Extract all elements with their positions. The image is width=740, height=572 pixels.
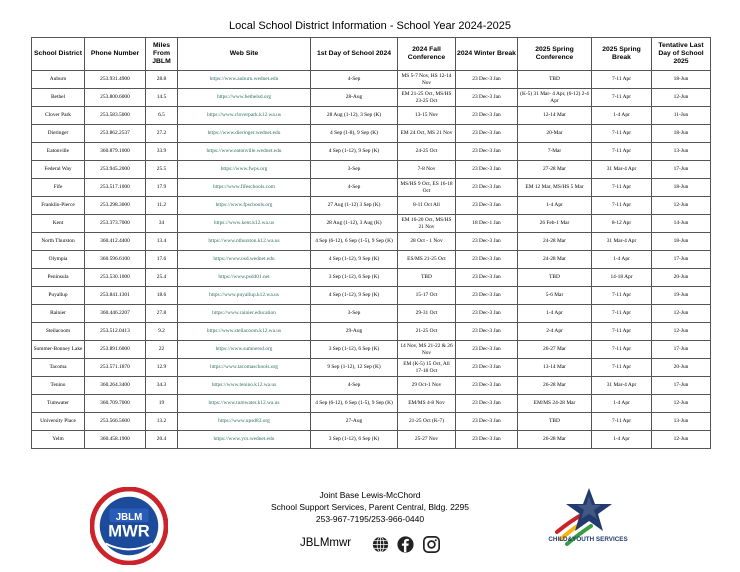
table-cell: 5-6 Mar bbox=[518, 287, 592, 305]
table-cell: 360.446.2207 bbox=[85, 305, 146, 323]
table-cell: Franklin-Pierce bbox=[32, 197, 85, 215]
table-row bbox=[32, 413, 711, 431]
table-cell: 4-Sep bbox=[311, 179, 398, 197]
table-cell: 11-Jun bbox=[652, 107, 711, 125]
table-cell: EM 16-20 Oct, MS/HS 21 Nov bbox=[398, 215, 456, 233]
column-header: Miles From JBLM bbox=[146, 38, 178, 71]
table-cell: 23 Dec-3 Jan bbox=[456, 179, 518, 197]
footer-phone: 253-967-7195/253-966-0440 bbox=[315, 514, 425, 524]
table-row bbox=[32, 215, 711, 233]
table-cell: Tumwater bbox=[32, 395, 85, 413]
table-cell: 253.566.5600 bbox=[85, 413, 146, 431]
table-cell: Steilacoom bbox=[32, 323, 85, 341]
footer-base-name: Joint Base Lewis-McChord bbox=[319, 490, 421, 500]
district-website-link[interactable]: https://www.sumnersd.org bbox=[178, 341, 311, 359]
table-row bbox=[32, 161, 711, 179]
table-row bbox=[32, 179, 711, 197]
table-cell: 360.596.6100 bbox=[85, 251, 146, 269]
district-website-link[interactable]: https://www.cloverpark.k12.wa.us bbox=[178, 107, 311, 125]
table-cell: 28 Aug (1-12), 3 Sep (K) bbox=[311, 107, 398, 125]
table-cell: 8-11 Oct All bbox=[398, 197, 456, 215]
table-row bbox=[32, 359, 711, 377]
table-cell: 253.373.7000 bbox=[85, 215, 146, 233]
social-handle: JBLMmwr bbox=[300, 537, 352, 549]
table-row bbox=[32, 89, 711, 107]
table-cell: Auburn bbox=[32, 71, 85, 89]
logo-jblm-text: JBLM bbox=[115, 512, 143, 524]
table-cell: 23 Dec-3 Jan bbox=[456, 431, 518, 449]
table-cell: 7-11 Apr bbox=[592, 323, 652, 341]
table-cell: 17-Jun bbox=[652, 377, 711, 395]
table-cell: 21-25 Oct (K-7) bbox=[398, 413, 456, 431]
table-cell: 4 Sep (1-12), 9 Sep (K) bbox=[311, 251, 398, 269]
table-cell: 29-31 Oct bbox=[398, 305, 456, 323]
table-cell: 27.8 bbox=[146, 305, 178, 323]
table-cell: 23 Dec-3 Jan bbox=[456, 161, 518, 179]
page-title: Local School District Information - School Year 2024-2025 bbox=[229, 20, 511, 32]
table-cell: 18.6 bbox=[146, 287, 178, 305]
table-cell: 26-27 Mar bbox=[518, 341, 592, 359]
table-cell: 253.862.2537 bbox=[85, 125, 146, 143]
column-header: 1st Day of School 2024 bbox=[311, 38, 398, 71]
table-cell: 23 Dec-3 Jan bbox=[456, 341, 518, 359]
table-cell: 3 Sep (1-12), 6 Sep (K) bbox=[311, 431, 398, 449]
table-cell: 28 Oct - 1 Nov bbox=[398, 233, 456, 251]
table-cell: 23 Dec-3 Jan bbox=[456, 269, 518, 287]
district-website-link[interactable]: https://www.fpschools.org bbox=[178, 197, 311, 215]
table-row bbox=[32, 323, 711, 341]
table-cell: 4 Sep (1-12), 9 Sep (K) bbox=[311, 143, 398, 161]
table-cell: 12-14 Mar bbox=[518, 107, 592, 125]
table-cell: North Thurston bbox=[32, 233, 85, 251]
table-cell: 4-Sep bbox=[311, 377, 398, 395]
table-cell: 14-Jun bbox=[652, 215, 711, 233]
table-cell: 28 Aug (1-12), 3 Aug (K) bbox=[311, 215, 398, 233]
table-cell: 1-4 Apr bbox=[592, 395, 652, 413]
table-cell: 18-Jun bbox=[652, 125, 711, 143]
table-cell: EM (K-5) 15 Oct, All 17-18 Oct bbox=[398, 359, 456, 377]
table-cell: 29 Oct-1 Nov bbox=[398, 377, 456, 395]
table-cell: 7-Mar bbox=[518, 143, 592, 161]
table-cell: 23 Dec-3 Jan bbox=[456, 377, 518, 395]
logo-mwr-text: MWR bbox=[108, 521, 150, 541]
globe-icon[interactable] bbox=[372, 536, 389, 553]
table-cell: 7-11 Apr bbox=[592, 197, 652, 215]
table-cell: 253.945.2000 bbox=[85, 161, 146, 179]
table-cell: 31 Mar-4 Apr bbox=[592, 377, 652, 395]
table-cell: 13.4 bbox=[146, 233, 178, 251]
table-cell: 23 Dec-3 Jan bbox=[456, 125, 518, 143]
column-header: 2024 Winter Break bbox=[456, 38, 518, 71]
table-cell: 360.458.1900 bbox=[85, 431, 146, 449]
table-cell: 23 Dec-3 Jan bbox=[456, 233, 518, 251]
table-cell: 29-Aug bbox=[311, 323, 398, 341]
table-body bbox=[32, 71, 711, 449]
table-cell: Kent bbox=[32, 215, 85, 233]
table-cell: Olympia bbox=[32, 251, 85, 269]
instagram-icon[interactable] bbox=[423, 536, 440, 553]
table-cell: 12-Jun bbox=[652, 395, 711, 413]
table-cell: 253.298.3000 bbox=[85, 197, 146, 215]
table-cell: TBD bbox=[518, 71, 592, 89]
table-header-row bbox=[32, 38, 711, 71]
table-cell: 23 Dec-3 Jan bbox=[456, 107, 518, 125]
table-cell: 25.5 bbox=[146, 161, 178, 179]
table-cell: 253.517.1000 bbox=[85, 179, 146, 197]
table-cell: 2-4 Apr bbox=[518, 323, 592, 341]
table-cell: 18-Jun bbox=[652, 71, 711, 89]
table-cell: 17-Jun bbox=[652, 161, 711, 179]
table-row bbox=[32, 143, 711, 161]
table-cell: 253.800.6000 bbox=[85, 89, 146, 107]
table-cell: MS 5-7 Nov, HS 12-14 Nov bbox=[398, 71, 456, 89]
table-row bbox=[32, 197, 711, 215]
table-cell: 12-Jun bbox=[652, 197, 711, 215]
table-cell: ES/MS 21-25 Oct bbox=[398, 251, 456, 269]
table-cell: 13-15 Nov bbox=[398, 107, 456, 125]
district-website-link[interactable]: https://www.auburn.wednet.edu bbox=[178, 71, 311, 89]
district-website-link[interactable]: https://www.tenino.k12.wa.us bbox=[178, 377, 311, 395]
column-header: 2025 Spring Break bbox=[592, 38, 652, 71]
district-website-link[interactable]: https://www.rainier.education bbox=[178, 305, 311, 323]
table-cell: 253.530.1000 bbox=[85, 269, 146, 287]
table-cell: Puyallup bbox=[32, 287, 85, 305]
table-cell: EM 12 Mar, MS/HS 5 Mar bbox=[518, 179, 592, 197]
table-cell: 1-4 Apr bbox=[592, 107, 652, 125]
table-cell: 34 bbox=[146, 215, 178, 233]
table-cell: TBD bbox=[518, 269, 592, 287]
table-cell: 4 Sep (6-12), 6 Sep (1-5), 9 Sep (K) bbox=[311, 395, 398, 413]
table-row bbox=[32, 377, 711, 395]
social-bar bbox=[300, 535, 445, 555]
table-cell: 7-11 Apr bbox=[592, 287, 652, 305]
table-cell: 3-Sep bbox=[311, 161, 398, 179]
table-cell: 18-Jun bbox=[652, 233, 711, 251]
table-cell: Summer-Bonney Lake bbox=[32, 341, 85, 359]
table-cell: 12-Jun bbox=[652, 323, 711, 341]
table-cell: 1-4 Apr bbox=[518, 305, 592, 323]
table-cell: EM/MS 4-8 Nov bbox=[398, 395, 456, 413]
table-row bbox=[32, 431, 711, 449]
table-cell: 19-Jun bbox=[652, 287, 711, 305]
table-cell: 26 Feb-1 Mar bbox=[518, 215, 592, 233]
table-cell: 7-11 Apr bbox=[592, 305, 652, 323]
table-cell: 15-17 Oct bbox=[398, 287, 456, 305]
table-cell: 22 bbox=[146, 341, 178, 359]
table-cell: 360.709.7000 bbox=[85, 395, 146, 413]
table-cell: 24-25 Oct bbox=[398, 143, 456, 161]
table-cell: 3 Sep (1-12), 6 Sep (K) bbox=[311, 269, 398, 287]
table-cell: Rainier bbox=[32, 305, 85, 323]
table-cell: 360.412.4400 bbox=[85, 233, 146, 251]
district-website-link[interactable]: https://www.steilacoom.k12.wa.us bbox=[178, 323, 311, 341]
table-cell: 253.571.1870 bbox=[85, 359, 146, 377]
table-cell: Tenino bbox=[32, 377, 85, 395]
table-cell: 7-11 Apr bbox=[592, 413, 652, 431]
table-cell: 7-11 Apr bbox=[592, 71, 652, 89]
table-cell: 27 Aug (1-12) 3 Sep (K) bbox=[311, 197, 398, 215]
table-cell: Peninsula bbox=[32, 269, 85, 287]
table-row bbox=[32, 107, 711, 125]
table-cell: 360.879.1000 bbox=[85, 143, 146, 161]
table-cell: 26-28 Mar bbox=[518, 377, 592, 395]
district-website-link[interactable]: https://www.osd.wednet.edu bbox=[178, 251, 311, 269]
table-cell: 13-Jun bbox=[652, 413, 711, 431]
table-cell: 14.5 bbox=[146, 89, 178, 107]
table-cell: University Place bbox=[32, 413, 85, 431]
district-website-link[interactable]: https://www.kent.k12.wa.us bbox=[178, 215, 311, 233]
table-cell: Bethel bbox=[32, 89, 85, 107]
table-cell: 23 Dec-3 Jan bbox=[456, 359, 518, 377]
table-row bbox=[32, 287, 711, 305]
table-cell: 3-Sep bbox=[311, 305, 398, 323]
table-cell: 17-Jun bbox=[652, 251, 711, 269]
table-row bbox=[32, 71, 711, 89]
table-cell: Tacoma bbox=[32, 359, 85, 377]
district-website-link[interactable]: https://www.fifeschools.com bbox=[178, 179, 311, 197]
column-header: School District bbox=[32, 38, 85, 71]
table-cell: 9.2 bbox=[146, 323, 178, 341]
table-cell: 14-18 Apr bbox=[592, 269, 652, 287]
table-cell: 12-Jun bbox=[652, 431, 711, 449]
table-cell: 17-Jun bbox=[652, 341, 711, 359]
table-cell: 21-25 Oct bbox=[398, 323, 456, 341]
table-cell: 23 Dec-3 Jan bbox=[456, 323, 518, 341]
table-cell: MS/HS 9 Oct, ES 16-18 Oct bbox=[398, 179, 456, 197]
column-header: Tentative Last Day of School 2025 bbox=[652, 38, 711, 71]
table-cell: Fife bbox=[32, 179, 85, 197]
table-cell: 253.583.5000 bbox=[85, 107, 146, 125]
table-cell: 27-Aug bbox=[311, 413, 398, 431]
table-row bbox=[32, 269, 711, 287]
table-cell: 253.931.4900 bbox=[85, 71, 146, 89]
table-cell: EM 21-25 Oct, MS/HS 23-25 Oct bbox=[398, 89, 456, 107]
table-cell: 23 Dec-3 Jan bbox=[456, 71, 518, 89]
table-row bbox=[32, 341, 711, 359]
column-header: 2025 Spring Conference bbox=[518, 38, 592, 71]
table-cell: 23 Dec-3 Jan bbox=[456, 251, 518, 269]
table-cell: 34.3 bbox=[146, 377, 178, 395]
table-row bbox=[32, 251, 711, 269]
table-cell: 20-Mar bbox=[518, 125, 592, 143]
table-cell: 28-Aug bbox=[311, 89, 398, 107]
table-cell: 1-4 Apr bbox=[592, 431, 652, 449]
table-cell: 24-28 Mar bbox=[518, 233, 592, 251]
table-cell: Yelm bbox=[32, 431, 85, 449]
table-cell: 25.4 bbox=[146, 269, 178, 287]
table-cell: TBD bbox=[398, 269, 456, 287]
table-cell: 7-11 Apr bbox=[592, 179, 652, 197]
table-cell: 23 Dec-3 Jan bbox=[456, 305, 518, 323]
table-cell: 13-Jun bbox=[652, 143, 711, 161]
table-cell: 7-11 Apr bbox=[592, 359, 652, 377]
district-website-link[interactable]: https://www.psd401.net bbox=[178, 269, 311, 287]
table-cell: 20.4 bbox=[146, 431, 178, 449]
table-cell: 4 Sep (6-12), 6 Sep (1-5), 9 Sep (K) bbox=[311, 233, 398, 251]
column-header: Web Site bbox=[178, 38, 311, 71]
table-cell: 27.2 bbox=[146, 125, 178, 143]
table-row bbox=[32, 395, 711, 413]
table-cell: 14 Nov, MS 21-22 & 26 Nov bbox=[398, 341, 456, 359]
district-website-link[interactable]: https://www.tacomaschools.org bbox=[178, 359, 311, 377]
table-cell: 1-4 Apr bbox=[518, 197, 592, 215]
table-row bbox=[32, 233, 711, 251]
table-cell: 1-4 Apr bbox=[592, 251, 652, 269]
table-cell: 4 Sep (1-8), 9 Sep (K) bbox=[311, 125, 398, 143]
table-cell: 23 Dec-3 Jan bbox=[456, 89, 518, 107]
table-cell: 11.2 bbox=[146, 197, 178, 215]
district-website-link[interactable]: https://www.ycs.wednet.edu bbox=[178, 431, 311, 449]
table-cell: 26-28 Mar bbox=[518, 431, 592, 449]
table-cell: 360.264.3400 bbox=[85, 377, 146, 395]
district-website-link[interactable]: https://www.fwps.org bbox=[178, 161, 311, 179]
table-cell: 20-Jun bbox=[652, 269, 711, 287]
district-website-link[interactable]: https://www.bethelsd.org bbox=[178, 89, 311, 107]
table-row bbox=[32, 305, 711, 323]
table-cell: 23 Dec-3 Jan bbox=[456, 287, 518, 305]
district-website-link[interactable]: https://www.eatonville.wednet.edu bbox=[178, 143, 311, 161]
table-cell: 9 Sep (1-12), 12 Sep (K) bbox=[311, 359, 398, 377]
table-cell: 17.6 bbox=[146, 251, 178, 269]
table-cell: 12-Jun bbox=[652, 89, 711, 107]
table-cell: 23 Dec-3 Jan bbox=[456, 413, 518, 431]
table-cell: 13.2 bbox=[146, 413, 178, 431]
table-cell: 7-8 Nov bbox=[398, 161, 456, 179]
table-cell: 23 Dec-3 Jan bbox=[456, 197, 518, 215]
table-cell: 18 Dec-1 Jan bbox=[456, 215, 518, 233]
table-cell: 23 Dec-3 Jan bbox=[456, 395, 518, 413]
table-cell: 28.8 bbox=[146, 71, 178, 89]
column-header: Phone Number bbox=[85, 38, 146, 71]
table-cell: (K-5) 31 Mar- 4 Apr, (6-12) 2-4 Apr bbox=[518, 89, 592, 107]
school-district-table bbox=[31, 37, 711, 449]
table-cell: 253.512.0413 bbox=[85, 323, 146, 341]
facebook-icon[interactable] bbox=[397, 536, 414, 553]
table-cell: Federal Way bbox=[32, 161, 85, 179]
table-cell: 7-11 Apr bbox=[592, 89, 652, 107]
table-cell: Dieringer bbox=[32, 125, 85, 143]
table-cell: 17.9 bbox=[146, 179, 178, 197]
table-cell: 7-11 Apr bbox=[592, 125, 652, 143]
footer-office: School Support Services, Parent Central, Bldg. 2295 bbox=[271, 502, 469, 512]
table-cell: 31 Mar-4 Apr bbox=[592, 161, 652, 179]
table-cell: Clover Park bbox=[32, 107, 85, 125]
column-header: 2024 Fall Conference bbox=[398, 38, 456, 71]
table-cell: 253.891.6000 bbox=[85, 341, 146, 359]
table-cell: TBD bbox=[518, 413, 592, 431]
district-website-link[interactable]: https://www.nthurston.k12.wa.us bbox=[178, 233, 311, 251]
table-cell: 19 bbox=[146, 395, 178, 413]
table-cell: 12.9 bbox=[146, 359, 178, 377]
table-cell: 27-28 Mar bbox=[518, 161, 592, 179]
table-cell: 12-Jun bbox=[652, 305, 711, 323]
table-cell: 25-27 Nov bbox=[398, 431, 456, 449]
table-cell: Eatonville bbox=[32, 143, 85, 161]
table-cell: 7-11 Apr bbox=[592, 143, 652, 161]
table-cell: 18-Jun bbox=[652, 179, 711, 197]
table-cell: 4-Sep bbox=[311, 71, 398, 89]
table-cell: 3 Sep (1-12), 6 Sep (K) bbox=[311, 341, 398, 359]
table-cell: 13-14 Mar bbox=[518, 359, 592, 377]
table-cell: EM/MS 24-28 Mar bbox=[518, 395, 592, 413]
district-website-link[interactable]: https://www.tumwater.k12.wa.us bbox=[178, 395, 311, 413]
table-cell: 7-11 Apr bbox=[592, 341, 652, 359]
table-row bbox=[32, 125, 711, 143]
table-cell: 6.5 bbox=[146, 107, 178, 125]
table-cell: 31 Mar-4 Apr bbox=[592, 233, 652, 251]
table-cell: 33.9 bbox=[146, 143, 178, 161]
district-website-link[interactable]: https://www.puyallup.k12.wa.us bbox=[178, 287, 311, 305]
table-cell: 24-28 Mar bbox=[518, 251, 592, 269]
district-website-link[interactable]: https://www.upsd83.org bbox=[178, 413, 311, 431]
district-website-link[interactable]: https://www.dieringer.wednet.edu bbox=[178, 125, 311, 143]
table-cell: 253.841.1301 bbox=[85, 287, 146, 305]
cys-logo-text: CHILD&YOUTH SERVICES bbox=[548, 536, 628, 543]
table-cell: 20-Jun bbox=[652, 359, 711, 377]
table-cell: EM 24 Oct, MS 21 Nov bbox=[398, 125, 456, 143]
table-cell: 8-12 Apr bbox=[592, 215, 652, 233]
table-cell: 23 Dec-3 Jan bbox=[456, 143, 518, 161]
table-cell: 4 Sep (1-12), 9 Sep (K) bbox=[311, 287, 398, 305]
